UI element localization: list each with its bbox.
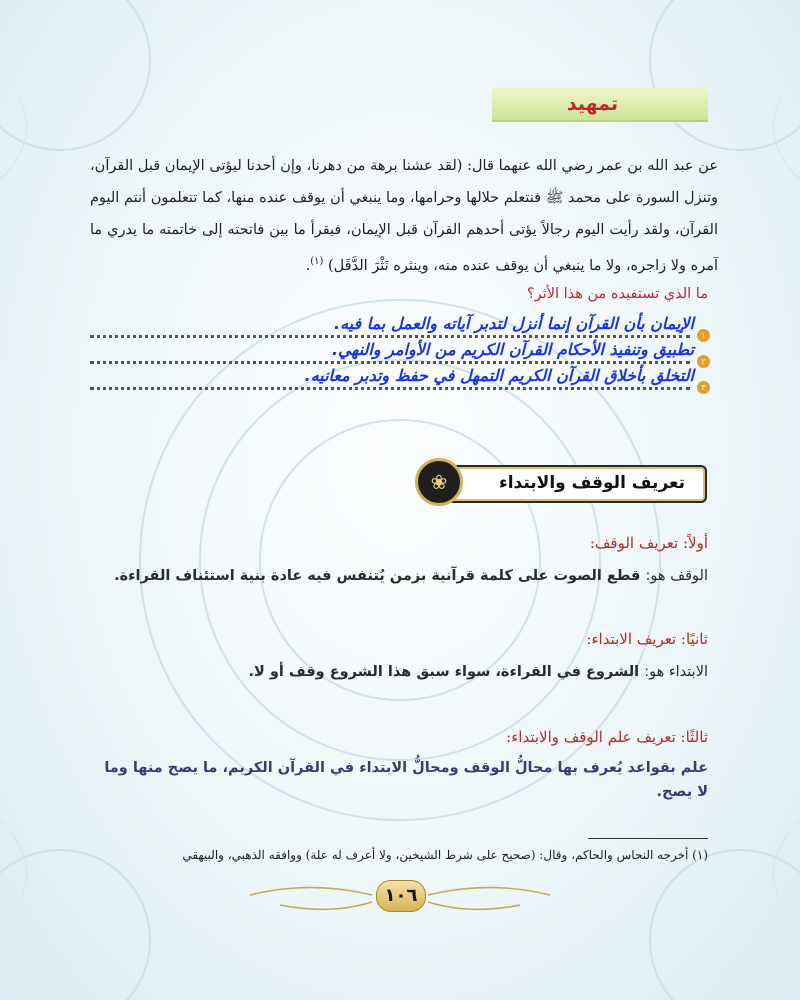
page-number: ١٠٦	[376, 880, 426, 912]
flower-emblem-icon: ❀	[415, 458, 463, 506]
definition-body: الشروع في القراءة، سواء سبق هذا الشروع وقف أو لا.	[248, 664, 640, 680]
definition-lead: الوقف هو:	[645, 568, 708, 584]
answer-number-badge: ١	[697, 329, 710, 342]
intro-paragraph	[90, 150, 718, 282]
handwritten-answer: تطبيق وتنفيذ الأحكام القرآن الكريم من الأوامر والنهي.	[331, 340, 694, 359]
definition-body: قطع الصوت على كلمة قرآنية بزمن يُتنفس فيه عادة بنية استئناف القراءة.	[114, 568, 641, 584]
definition-label-waqf: أولاً: تعريف الوقف:	[589, 534, 708, 552]
answer-line-3[interactable]	[90, 368, 710, 394]
definition-lead: الابتداء هو:	[644, 664, 708, 680]
definition-body: علم بقواعد يُعرف بها محالُّ الوقف ومحالُّ الابتداء في القرآن الكريم، ما يصح منها وما لا يصح.	[104, 760, 708, 800]
intro-text: عن عبد الله بن عمر رضي الله عنهما قال: (لقد عشنا برهة من دهرنا، وإن أحدنا ليؤتى الإيمان قبل القرآن، وتنزل السورة على محمد ﷺ فنتعلم حلالها وحرامها، وما ينبغي أن يوقف عنده منها، كما تتعلمون أنتم اليوم القرآن، ولقد رأيت اليوم رجالاً يؤتى أحدهم القرآن قبل الإيمان، فيقرأ ما بين فاتحته إلى خاتمته ما يدري ما آمره ولا زاجره، ولا ما ينبغي أن يوقف عنده منه، وينثره نَثْرَ الدَّقَل)	[90, 158, 718, 274]
definition-text-ibtida	[90, 660, 708, 684]
answer-number-badge: ٢	[697, 355, 710, 368]
footnote-marker: (١)	[310, 256, 324, 267]
footnote-divider	[588, 838, 708, 839]
intro-heading: تمهيد	[492, 88, 708, 122]
sentence-end: .	[305, 257, 311, 274]
section-banner	[415, 462, 707, 504]
answer-number-badge: ٣	[697, 381, 710, 394]
definition-label-ibtida: ثانيًا: تعريف الابتداء:	[586, 630, 708, 648]
definition-text-science	[90, 756, 708, 804]
definition-label-science: ثالثًا: تعريف علم الوقف والابتداء:	[506, 728, 708, 746]
handwritten-answer: التخلق بأخلاق القرآن الكريم التمهل في حفظ وتدبر معانيه.	[304, 366, 694, 385]
handwritten-answer: الإيمان بأن القرآن إنما أنزل لتدبر آياته والعمل بما فيه.	[334, 314, 694, 333]
footnote: (١) أخرجه النحاس والحاكم، وقال: (صحيح على شرط الشيخين، ولا أعرف له علة) ووافقه الذهبي، والبيهقي	[182, 848, 708, 862]
reflection-question: ما الذي تستفيده من هذا الأثر؟	[526, 286, 708, 302]
definition-text-waqf	[90, 564, 708, 588]
section-title: تعريف الوقف والابتداء	[499, 473, 685, 493]
